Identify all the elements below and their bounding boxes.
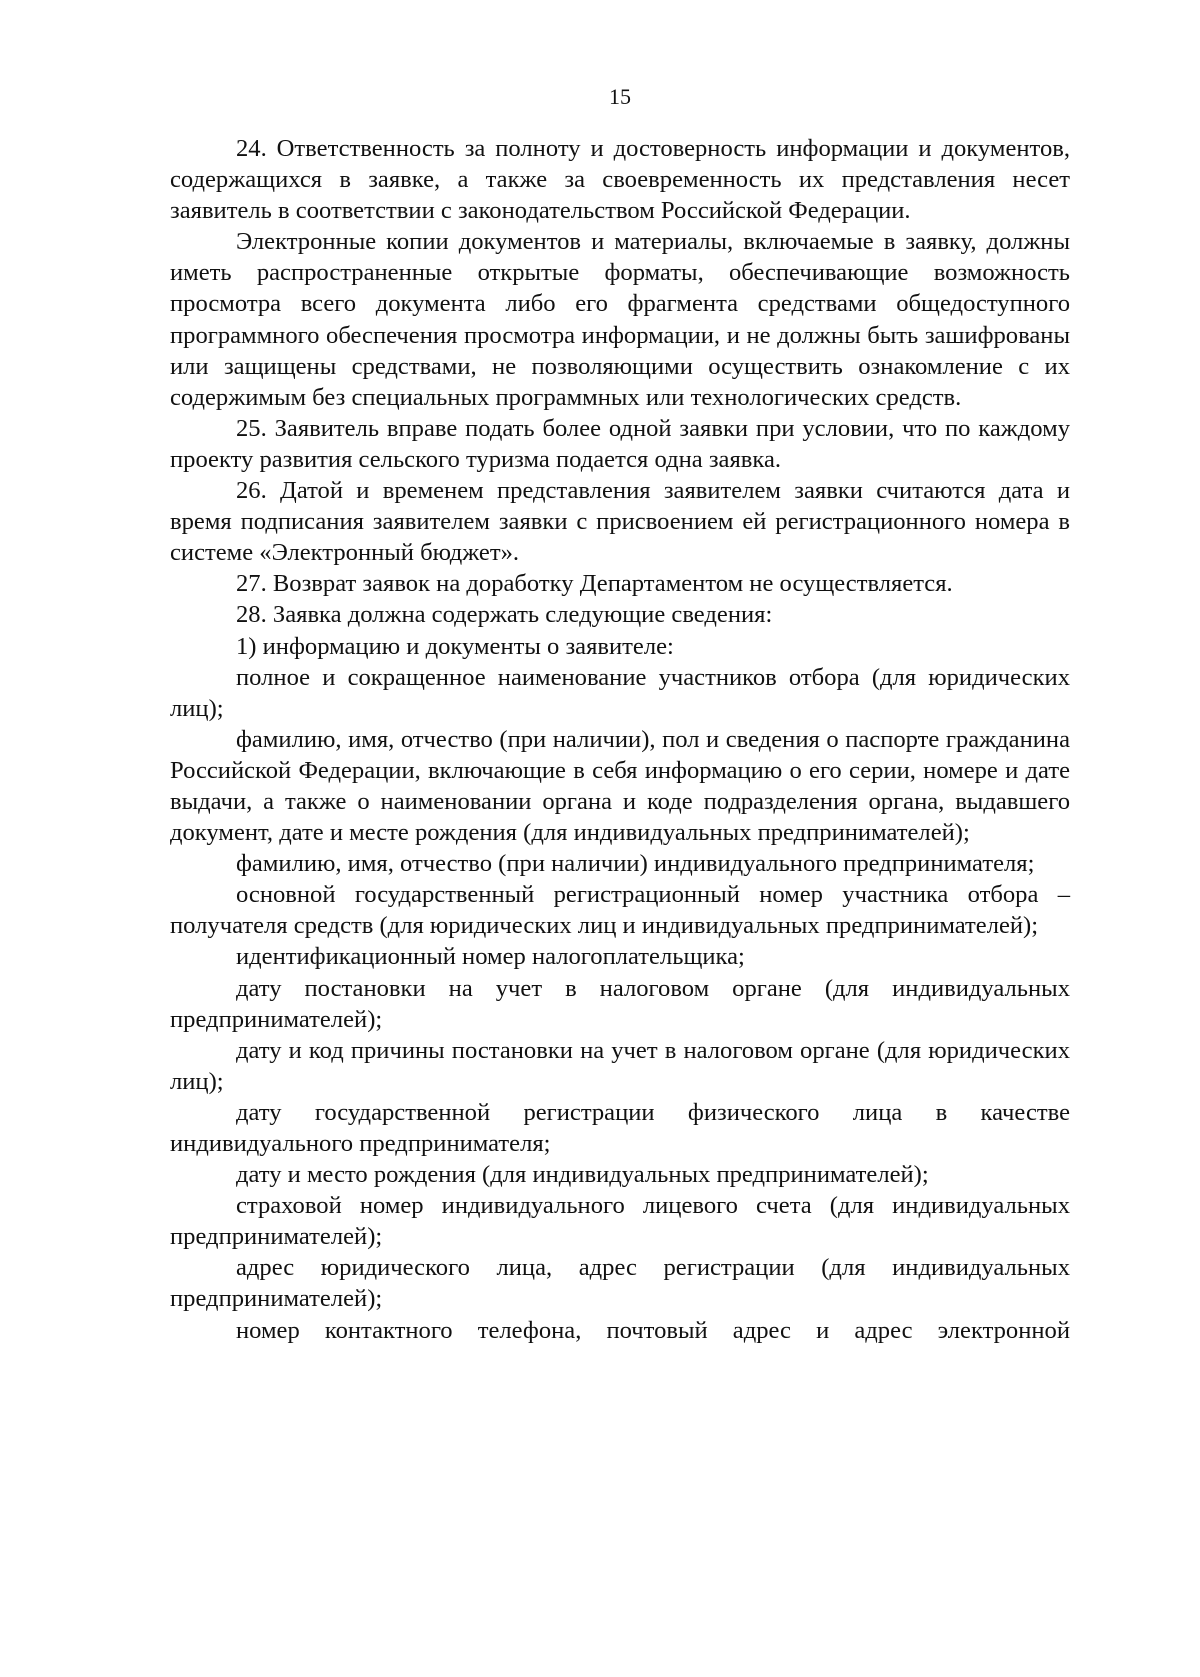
paragraph-24-responsibility: 24. Ответственность за полноту и достоверность информации и документов, содержащихся в заявке, а также за своевременность их представления несет заявитель в соответствии с законодательством Российской Федерации. — [170, 135, 1070, 225]
list-item-snils: страховой номер индивидуального лицевого счета (для индивидуальных предпринимателей); — [170, 1192, 1070, 1251]
document-body — [170, 133, 1070, 1346]
list-item-state-registration-date: дату государственной регистрации физического лица в качестве индивидуального предпринимателя; — [170, 1098, 1070, 1157]
paragraph-27-no-return: 27. Возврат заявок на доработку Департаментом не осуществляется. — [236, 570, 953, 598]
paragraph-26-submission-date: 26. Датой и временем представления заявителем заявки считаются дата и время подписания заявителем заявки с присвоением ей регистрационного номера в системе «Электронный бюджет». — [170, 477, 1070, 567]
list-item-contacts: номер контактного телефона, почтовый адрес и адрес электронной — [236, 1316, 1070, 1344]
list-item-birth-date-place: дату и место рождения (для индивидуальных предпринимателей); — [236, 1161, 929, 1189]
list-item-passport-details: фамилию, имя, отчество (при наличии), пол и сведения о паспорте гражданина Российской Федерации, включающие в себя информацию о его серии, номере и дате выдачи, а также о наименовании органа и коде подразделения органа, выдавшего документ, дате и месте рождения (для индивидуальных предпринимателей); — [170, 725, 1070, 847]
list-item-entrepreneur-name: фамилию, имя, отчество (при наличии) индивидуального предпринимателя; — [236, 850, 1035, 878]
list-item-address: адрес юридического лица, адрес регистрации (для индивидуальных предпринимателей); — [170, 1254, 1070, 1313]
list-item-kpp: дату и код причины постановки на учет в налоговом органе (для юридических лиц); — [170, 1036, 1070, 1095]
page-number: 15 — [609, 84, 631, 109]
list-item-inn: идентификационный номер налогоплательщика; — [236, 943, 745, 971]
paragraph-25-multiple-applications: 25. Заявитель вправе подать более одной заявки при условии, что по каждому проекту развития сельского туризма подается одна заявка. — [170, 414, 1070, 473]
list-item-ogrn: основной государственный регистрационный номер участника отбора – получателя средств (для юридических лиц и индивидуальных предпринимателей); — [170, 881, 1070, 940]
paragraph-electronic-copies: Электронные копии документов и материалы, включаемые в заявку, должны иметь распространенные открытые форматы, обеспечивающие возможность просмотра всего документа либо его фрагмента средствами общедоступного программного обеспечения просмотра информации, и не должны быть зашифрованы или защищены средствами, не позволяющими осуществить ознакомление с их содержимым без специальных программных или технологических средств. — [170, 228, 1070, 411]
list-item-full-name: полное и сокращенное наименование участников отбора (для юридических лиц); — [170, 663, 1070, 722]
list-item-tax-registration-date: дату постановки на учет в налоговом органе (для индивидуальных предпринимателей); — [170, 974, 1070, 1033]
paragraph-28-application-contents: 28. Заявка должна содержать следующие сведения: — [236, 601, 773, 629]
list-item-1-applicant-info: 1) информацию и документы о заявителе: — [236, 632, 674, 660]
